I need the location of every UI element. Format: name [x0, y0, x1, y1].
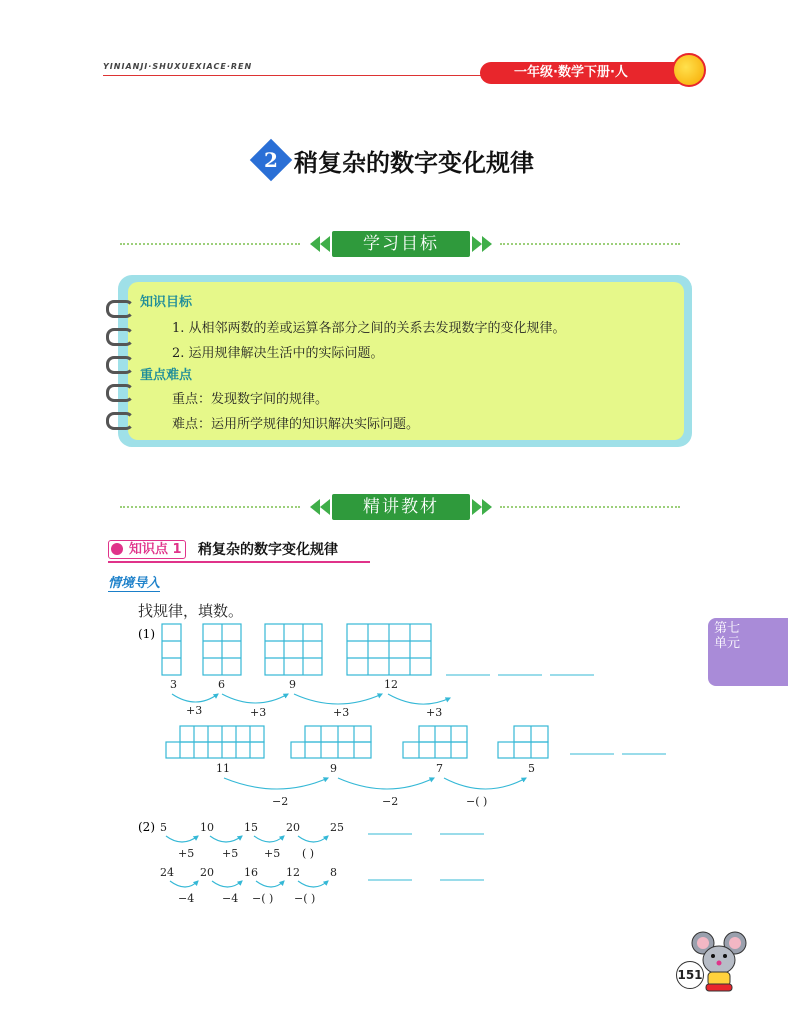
row1-number: 3	[170, 678, 177, 691]
difficult-point: 难点：运用所学规律的知识解决实际问题。	[172, 417, 420, 432]
p2-row2-number: 16	[244, 866, 258, 879]
p2-row1-step: +5	[222, 847, 239, 860]
p2-row1-step: +5	[178, 847, 195, 860]
header-series-text: YINIANJI·SHUXUEXIACE·REN	[103, 62, 253, 71]
knowledge-goal-heading: 知识目标	[140, 295, 193, 310]
row1-step: +3	[250, 706, 267, 719]
row1-step: +3	[333, 706, 350, 719]
p2-row1-step: ( )	[302, 847, 315, 860]
part2-label: (2)	[138, 820, 155, 834]
row2-number: 11	[216, 762, 230, 775]
row2-step: −( )	[466, 795, 488, 808]
key-difficulty-heading: 重点难点	[140, 368, 193, 383]
p2-row1-number: 25	[330, 821, 344, 834]
page-title: 稍复杂的数字变化规律	[294, 148, 534, 177]
p2-row2-number: 12	[286, 866, 300, 879]
goal-item-2: 2. 运用规律解决生活中的实际问题。	[172, 346, 384, 361]
p2-row1-number: 15	[244, 821, 258, 834]
p2-row1-step: +5	[264, 847, 281, 860]
grid-cell-block	[265, 624, 322, 675]
knowledge-point-title: 稍复杂的数字变化规律	[198, 542, 338, 558]
row2-step: −2	[382, 795, 399, 808]
key-point: 重点：发现数字间的规律。	[172, 392, 329, 407]
scene-intro-label: 情境导入	[108, 572, 160, 592]
p2-row1-number: 20	[286, 821, 300, 834]
row2-number: 7	[436, 762, 443, 775]
row2-step: −2	[272, 795, 289, 808]
unit-side-tab-text: 第七单元	[713, 621, 740, 651]
title-number: 2	[264, 148, 278, 172]
row1-number: 9	[289, 678, 296, 691]
row1-number: 12	[384, 678, 398, 691]
section2-banner: 精讲教材	[332, 494, 470, 520]
p2-row2-step: −( )	[252, 892, 274, 905]
p2-row2-step: −4	[178, 892, 195, 905]
grid-cell-block	[162, 624, 181, 675]
instruction-text: 找规律，填数。	[138, 602, 244, 620]
knowledge-point-tag: 知识点 1	[108, 540, 186, 559]
p2-row2-number: 20	[200, 866, 214, 879]
row2-number: 9	[330, 762, 337, 775]
p2-row2-step: −4	[222, 892, 239, 905]
row1-step: +3	[186, 704, 203, 717]
header-grade-banner: 一年级·数学下册·人	[480, 62, 685, 84]
row1-number: 6	[218, 678, 225, 691]
row2-number: 5	[528, 762, 535, 775]
p2-row1-number: 10	[200, 821, 214, 834]
page-number: 151	[676, 961, 704, 989]
goal-item-1: 1. 从相邻两数的差或运算各部分之间的关系去发现数字的变化规律。	[172, 321, 566, 336]
part1-label: (1)	[138, 627, 155, 641]
p2-row2-number: 8	[330, 866, 337, 879]
p2-row2-number: 24	[160, 866, 174, 879]
p2-row1-number: 5	[160, 821, 167, 834]
p2-row2-step: −( )	[294, 892, 316, 905]
section1-banner: 学习目标	[332, 231, 470, 257]
row1-step: +3	[426, 706, 443, 719]
